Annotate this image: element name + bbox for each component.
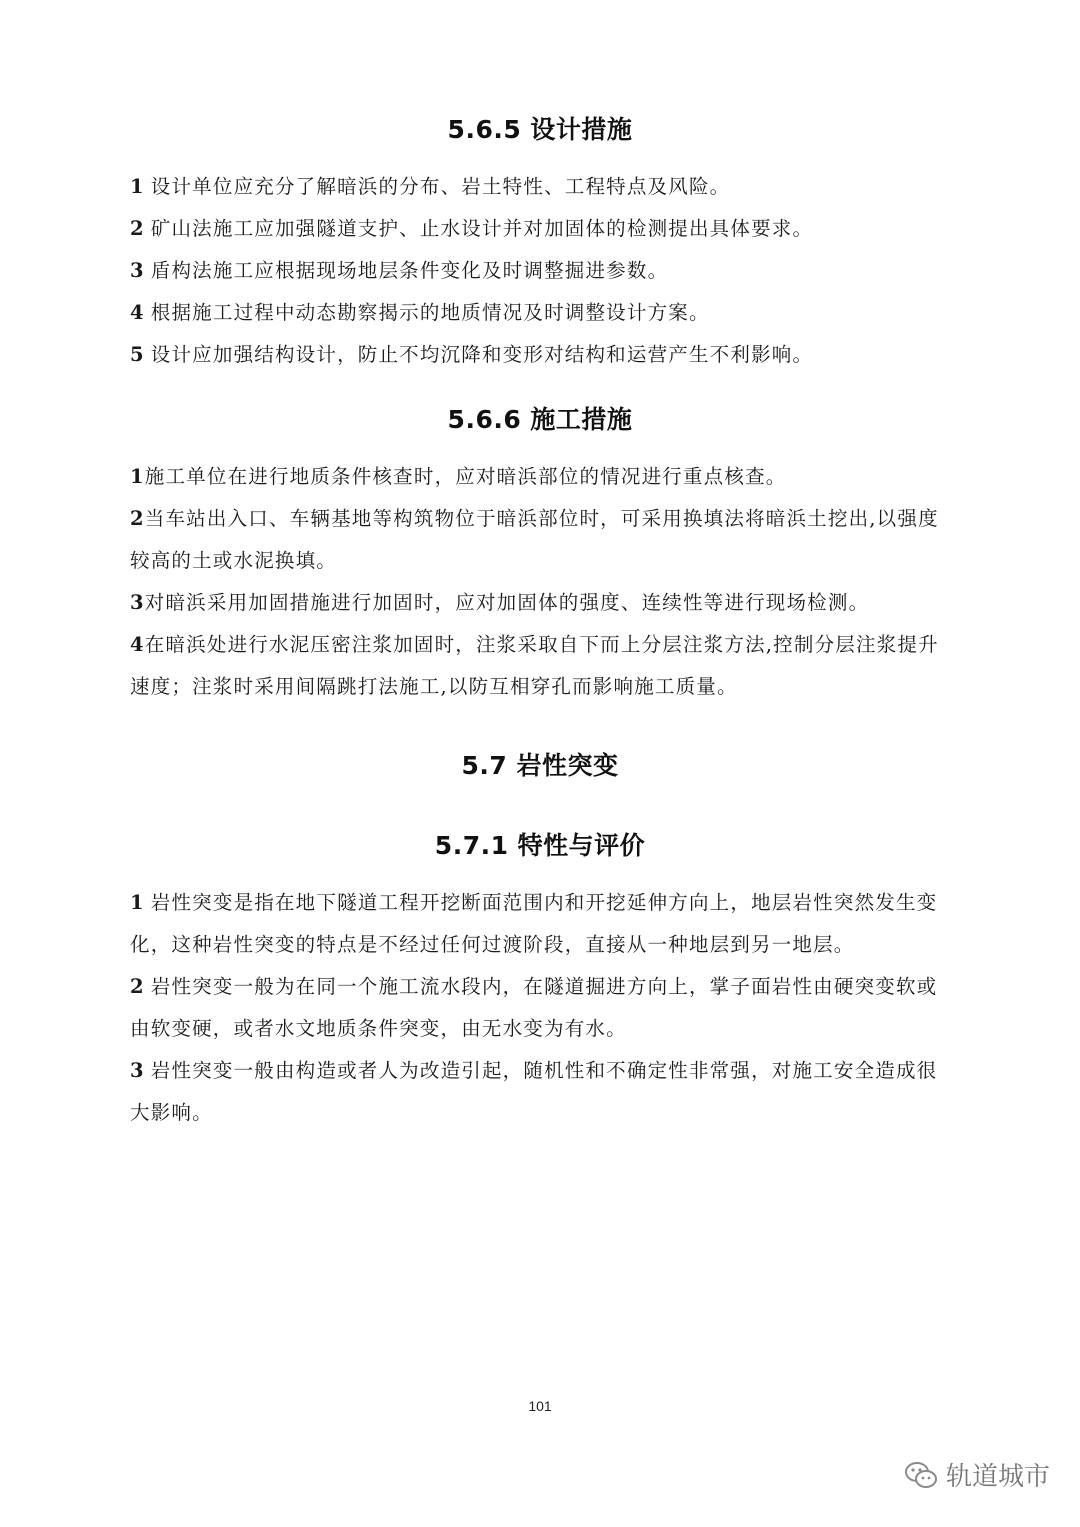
item-text: 盾构法施工应根据现场地层条件变化及时调整掘进参数。 <box>150 259 669 282</box>
list-item <box>130 456 952 498</box>
section-heading-5-7: 5.7 岩性突变 <box>461 751 619 780</box>
item-text: 在暗浜处进行水泥压密注浆加固时，注浆采取自下而上分层注浆方法,控制分层注浆提升速度；注浆时采用间隔跳打法施工,以防互相穿孔而影响施工质量。 <box>130 633 939 698</box>
item-number: 3 <box>130 1059 145 1082</box>
item-number: 4 <box>130 301 145 324</box>
item-number: 3 <box>130 591 145 614</box>
watermark <box>904 1456 1050 1493</box>
item-number: 4 <box>130 633 145 656</box>
page-number: 101 <box>528 1398 552 1414</box>
wechat-icon <box>904 1460 938 1490</box>
list-item <box>130 498 952 582</box>
section-heading-5-7-1: 5.7.1 特性与评价 <box>434 831 646 860</box>
item-number: 2 <box>130 507 145 530</box>
section-heading-5-6-5: 5.6.5 设计措施 <box>447 115 633 144</box>
list-item <box>130 1050 952 1134</box>
item-number: 5 <box>130 343 145 366</box>
item-number: 2 <box>130 217 145 240</box>
list-item <box>130 292 952 334</box>
item-text: 根据施工过程中动态勘察揭示的地质情况及时调整设计方案。 <box>150 301 710 324</box>
list-item <box>130 166 952 208</box>
section-heading-5-6-6: 5.6.6 施工措施 <box>447 405 633 434</box>
item-text: 设计单位应充分了解暗浜的分布、岩土特性、工程特点及风险。 <box>150 175 731 198</box>
watermark-text: 轨道城市 <box>945 1462 1050 1492</box>
item-number: 1 <box>130 465 145 488</box>
item-text: 岩性突变一般为在同一个施工流水段内，在隧道掘进方向上，掌子面岩性由硬突变软或由软变硬，或者水文地质条件突变，由无水变为有水。 <box>130 975 938 1040</box>
item-text: 设计应加强结构设计，防止不均沉降和变形对结构和运营产生不利影响。 <box>150 343 814 366</box>
item-number: 1 <box>130 891 145 914</box>
item-text: 施工单位在进行地质条件核查时，应对暗浜部位的情况进行重点核查。 <box>144 465 787 488</box>
item-text: 岩性突变是指在地下隧道工程开挖断面范围内和开挖延伸方向上，地层岩性突然发生变化，这种岩性突变的特点是不经过任何过渡阶段，直接从一种地层到另一地层。 <box>130 891 938 956</box>
item-number: 1 <box>130 175 145 198</box>
item-text: 岩性突变一般由构造或者人为改造引起，随机性和不确定性非常强，对施工安全造成很大影响。 <box>130 1059 938 1124</box>
list-item <box>130 208 952 250</box>
item-number: 3 <box>130 259 145 282</box>
list-item <box>130 882 952 966</box>
item-text: 矿山法施工应加强隧道支护、止水设计并对加固体的检测提出具体要求。 <box>150 217 814 240</box>
list-item <box>130 250 952 292</box>
item-text: 对暗浜采用加固措施进行加固时，应对加固体的强度、连续性等进行现场检测。 <box>144 591 870 614</box>
list-item <box>130 624 952 708</box>
item-number: 2 <box>130 975 145 998</box>
list-item <box>130 966 952 1050</box>
list-item <box>130 334 952 376</box>
list-item <box>130 582 952 624</box>
item-text: 当车站出入口、车辆基地等构筑物位于暗浜部位时，可采用换填法将暗浜土挖出,以强度较高的土或水泥换填。 <box>130 507 939 572</box>
